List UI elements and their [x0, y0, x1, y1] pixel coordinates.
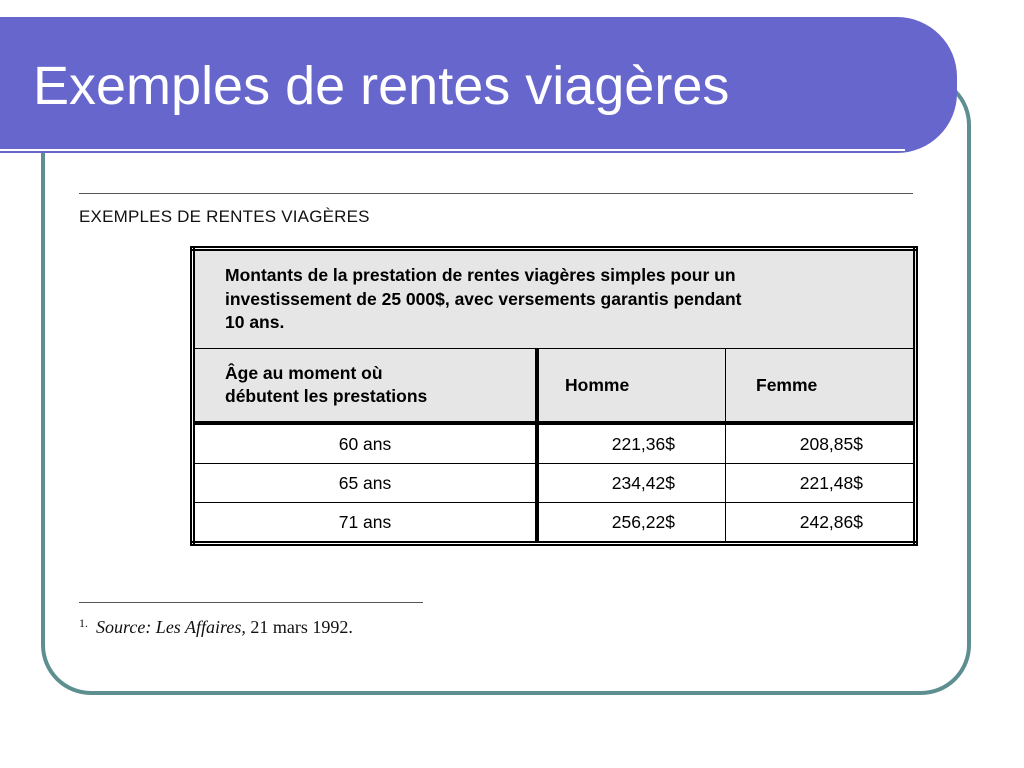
footnote: [79, 616, 353, 638]
column-header-age: [193, 349, 538, 424]
column-header-femme: Femme: [726, 349, 916, 424]
femme-cell: 242,86$: [726, 503, 916, 544]
femme-cell: 208,85$: [726, 423, 916, 464]
footnote-rule: [79, 602, 423, 603]
table-row: [193, 503, 916, 544]
column-header-age-line: débutent les prestations: [225, 386, 428, 406]
column-header-homme: Homme: [537, 349, 726, 424]
table-caption-line: Montants de la prestation de rentes viagères simples pour un: [225, 265, 736, 286]
footnote-marker: 1.: [79, 616, 88, 630]
top-rule: [79, 193, 913, 194]
femme-cell: 221,48$: [726, 464, 916, 503]
table-caption-row: [193, 249, 916, 349]
footnote-source: Source: Les Affaires,: [96, 617, 246, 637]
homme-cell: 221,36$: [537, 423, 726, 464]
footnote-date: 21 mars 1992.: [250, 617, 353, 637]
title-underline: [0, 149, 905, 151]
title-bar: [0, 17, 957, 153]
slide-title: Exemples de rentes viagères: [33, 56, 730, 116]
homme-cell: 234,42$: [537, 464, 726, 503]
age-cell: 60 ans: [193, 423, 538, 464]
table-header-row: [193, 349, 916, 424]
age-cell: 65 ans: [193, 464, 538, 503]
table-caption-line: 10 ans.: [225, 312, 285, 333]
table-row: [193, 464, 916, 503]
homme-cell: 256,22$: [537, 503, 726, 544]
column-header-age-line: Âge au moment où: [225, 363, 383, 384]
age-cell: 71 ans: [193, 503, 538, 544]
section-heading: EXEMPLES DE RENTES VIAGÈRES: [79, 207, 370, 226]
table-caption-line: investissement de 25 000$, avec versements garantis pendant: [225, 288, 742, 309]
table-caption: [193, 249, 916, 349]
table-row: [193, 423, 916, 464]
annuity-table: [190, 246, 918, 546]
